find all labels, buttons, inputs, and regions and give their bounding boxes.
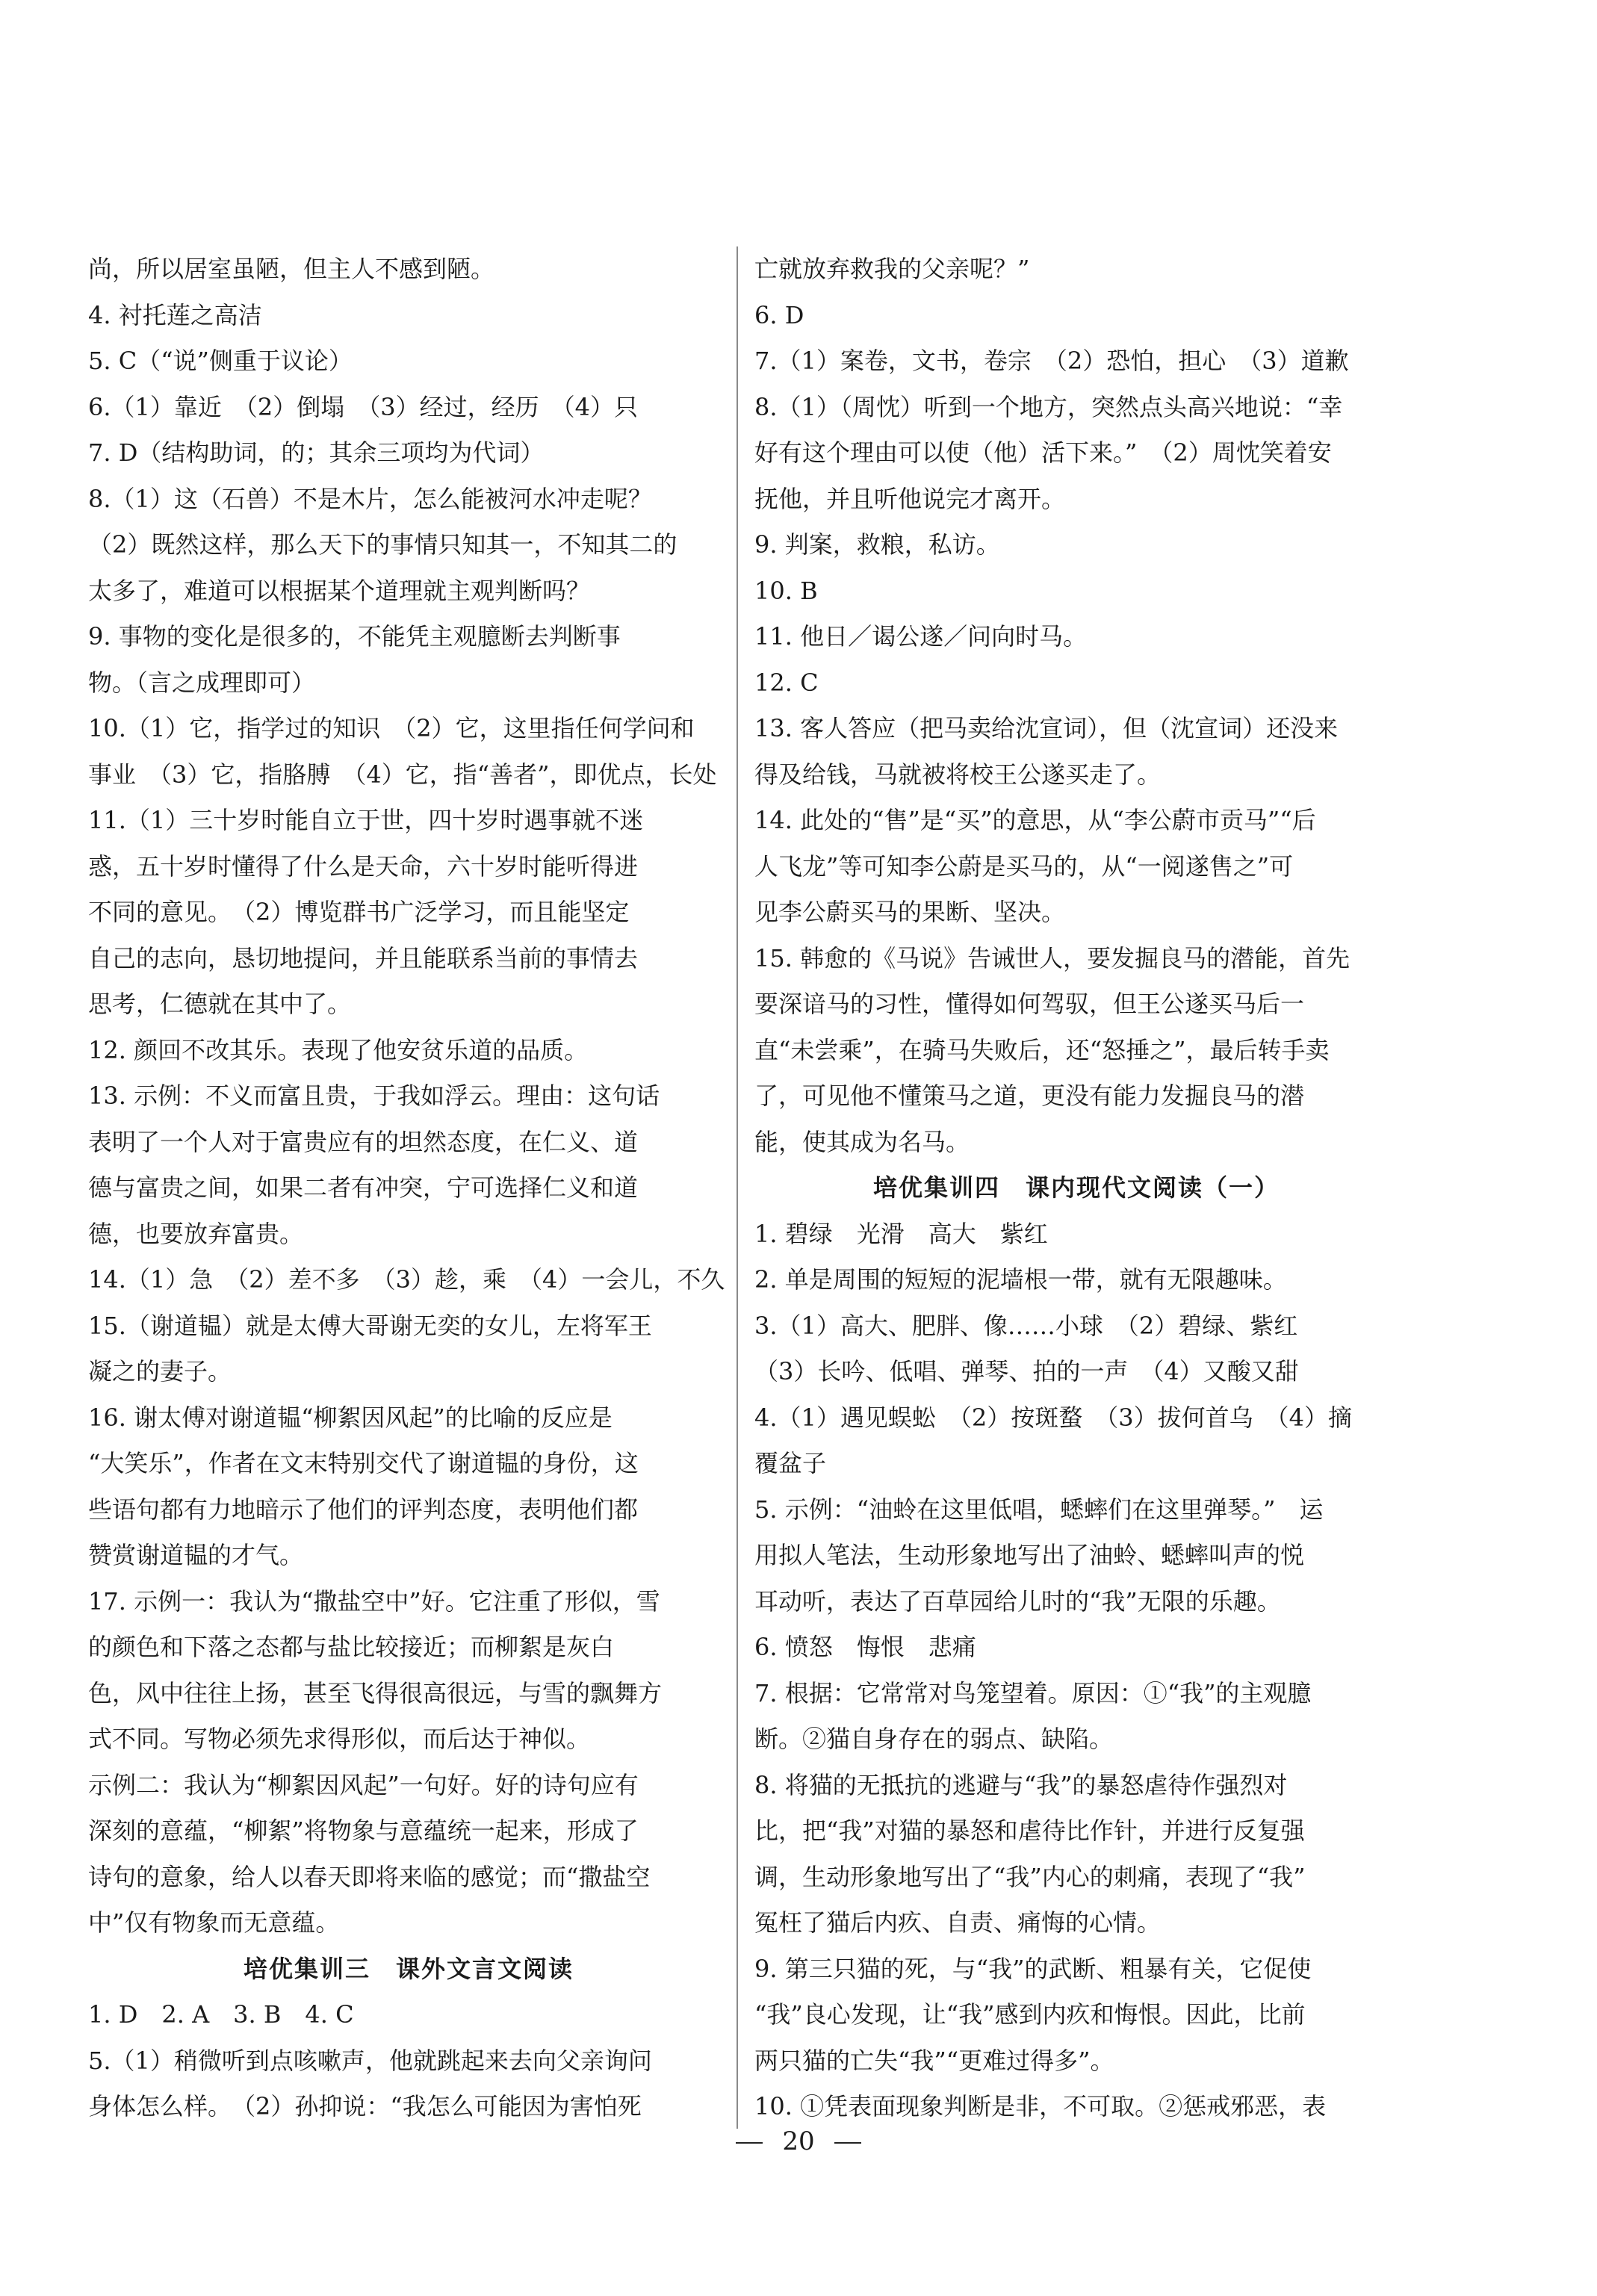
answer-line: 8. 将猫的无抵抗的逃避与“我”的暴怒虐待作强烈对 xyxy=(754,1770,1288,1799)
answer-line: 7. 根据：它常常对鸟笼望着。原因：①“我”的主观臆 xyxy=(754,1678,1312,1707)
answer-line: 断。②猫自身存在的弱点、缺陷。 xyxy=(754,1725,1114,1753)
answer-line: 亡就放弃救我的父亲呢？” xyxy=(754,255,1030,283)
answer-line: 凝之的妻子。 xyxy=(88,1357,232,1386)
answer-line: 15.（谢道韫）就是太傅大哥谢无奕的女儿，左将军王 xyxy=(88,1311,652,1340)
answer-line: 5. 示例：“油蛉在这里低唱，蟋蟀们在这里弹琴。” 运 xyxy=(754,1495,1324,1524)
answer-line: 10.（1）它，指学过的知识 （2）它，这里指任何学问和 xyxy=(88,714,695,742)
answer-line: 比，把“我”对猫的暴怒和虐待比作针，并进行反复强 xyxy=(754,1816,1305,1845)
answer-line: 1. 碧绿 光滑 高大 紫红 xyxy=(754,1219,1048,1248)
left-column xyxy=(88,246,729,2130)
answer-line: 7.（1）案卷，文书，卷宗 （2）恐怕，担心 （3）道歉 xyxy=(754,347,1349,375)
answer-line: 15. 韩愈的《马说》告诫世人，要发掘良马的潜能，首先 xyxy=(754,943,1351,972)
answer-line: 14. 此处的“售”是“买”的意思，从“李公蔚市贡马”“后 xyxy=(754,806,1316,834)
section-title: 培优集训三 课外文言文阅读 xyxy=(243,1954,574,1983)
answer-line: 13. 示例：不义而富且贵，于我如浮云。理由：这句话 xyxy=(88,1082,660,1110)
page-number-dash-right xyxy=(834,2142,861,2144)
answer-line: 4. 衬托莲之高洁 xyxy=(88,300,262,329)
answer-line: 表明了一个人对于富贵应有的坦然态度，在仁义、道 xyxy=(88,1127,639,1156)
answer-line: 些语句都有力地暗示了他们的评判态度，表明他们都 xyxy=(88,1495,639,1524)
answer-line: 见李公蔚买马的果断、坚决。 xyxy=(754,898,1066,926)
answer-line: 用拟人笔法，生动形象地写出了油蛉、蟋蟀叫声的悦 xyxy=(754,1541,1305,1569)
answer-line: 12. C xyxy=(754,668,819,697)
answer-line: 不同的意见。 （2）博览群书广泛学习，而且能坚定 xyxy=(88,898,630,926)
answer-line: “我”良心发现，让“我”感到内疚和悔恨。因此，比前 xyxy=(754,2000,1306,2029)
answer-line: 4.（1）遇见蜈蚣 （2）按斑蝥 （3）拔何首乌 （4）摘 xyxy=(754,1403,1352,1432)
answer-line: 惑，五十岁时懂得了什么是天命，六十岁时能听得进 xyxy=(88,851,639,881)
answer-line: 13. 客人答应（把马卖给沈宣词），但（沈宣词）还没来 xyxy=(754,714,1339,742)
answer-line: 17. 示例一：我认为“撒盐空中”好。它注重了形似，雪 xyxy=(88,1586,660,1616)
answer-line: 6. D xyxy=(754,300,804,329)
right-column xyxy=(754,246,1398,2130)
answer-line: 9. 判案，救粮，私访。 xyxy=(754,530,1000,559)
answer-line: 8.（1）（周忱）听到一个地方，突然点头高兴地说：“幸 xyxy=(754,392,1343,421)
answer-line: 调，生动形象地写出了“我”内心的刺痛，表现了“我” xyxy=(754,1862,1306,1891)
answer-line: 14.（1）急 （2）差不多 （3）趁，乘 （4）一会儿，不久 xyxy=(88,1265,725,1294)
answer-line: 尚，所以居室虽陋，但主人不感到陋。 xyxy=(88,255,495,283)
answer-line: 太多了，难道可以根据某个道理就主观判断吗？ xyxy=(88,576,591,605)
answer-line: 10. B xyxy=(754,576,818,605)
answer-line: 的颜色和下落之态都与盐比较接近；而柳絮是灰白 xyxy=(88,1633,615,1661)
answer-line: （2）既然这样，那么天下的事情只知其一，不知其二的 xyxy=(88,530,677,559)
answer-line: 式不同。写物必须先求得形似，而后达于神似。 xyxy=(88,1725,591,1753)
answer-line: 1. D 2. A 3. B 4. C xyxy=(88,2000,354,2029)
answer-line: 赞赏谢道韫的才气。 xyxy=(88,1541,304,1569)
answer-line: （3）长吟、低唱、弹琴、拍的一声 （4）又酸又甜 xyxy=(754,1357,1299,1386)
answer-line: 了，可见他不懂策马之道，更没有能力发掘良马的潜 xyxy=(754,1082,1305,1110)
answer-line: 德，也要放弃富贵。 xyxy=(88,1219,304,1248)
answer-line: 9. 第三只猫的死，与“我”的武断、粗暴有关，它促使 xyxy=(754,1954,1312,1983)
answer-line: 抚他，并且听他说完才离开。 xyxy=(754,484,1066,513)
answer-line: 中”仅有物象而无意蕴。 xyxy=(88,1908,340,1937)
answer-line: 9. 事物的变化是很多的，不能凭主观臆断去判断事 xyxy=(88,622,621,651)
answer-line: 物。（言之成理即可） xyxy=(88,668,316,697)
answer-line: 事业 （3）它，指胳膊 （4）它，指“善者”，即优点，长处 xyxy=(88,760,717,789)
answer-line: 色，风中往往上扬，甚至飞得很高很远，与雪的飘舞方 xyxy=(88,1678,663,1707)
answer-line: 好有这个理由可以使（他）活下来。” （2）周忱笑着安 xyxy=(754,438,1332,467)
answer-line: 思考，仁德就在其中了。 xyxy=(88,990,352,1018)
answer-line: “大笑乐”，作者在文末特别交代了谢道韫的身份，这 xyxy=(88,1449,639,1477)
answer-line: 示例二：我认为“柳絮因风起”一句好。好的诗句应有 xyxy=(88,1770,639,1799)
section-title: 培优集训四 课内现代文阅读（一） xyxy=(872,1173,1280,1202)
answer-line: 16. 谢太傅对谢道韫“柳絮因风起”的比喻的反应是 xyxy=(88,1403,613,1432)
answer-line: 能，使其成为名马。 xyxy=(754,1127,970,1156)
page-number xyxy=(0,2123,1597,2160)
page-number-dash-left xyxy=(736,2142,763,2144)
answer-line: 身体怎么样。 （2）孙抑说：“我怎么可能因为害怕死 xyxy=(88,2092,642,2120)
answer-line: 6. 愤怒 悔恨 悲痛 xyxy=(754,1633,976,1661)
answer-line: 12. 颜回不改其乐。表现了他安贫乐道的品质。 xyxy=(88,1035,589,1064)
answer-line: 2. 单是周围的短短的泥墙根一带，就有无限趣味。 xyxy=(754,1265,1287,1294)
answer-line: 德与富贵之间，如果二者有冲突，宁可选择仁义和道 xyxy=(88,1173,639,1202)
answer-line: 得及给钱，马就被将校王公遂买走了。 xyxy=(754,760,1162,789)
answer-line: 直“未尝乘”，在骑马失败后，还“怒捶之”，最后转手卖 xyxy=(754,1035,1330,1064)
answer-line: 深刻的意蕴，“柳絮”将物象与意蕴统一起来，形成了 xyxy=(88,1816,639,1845)
answer-line: 5. C（“说”侧重于议论） xyxy=(88,347,353,375)
column-divider xyxy=(737,246,738,2129)
answer-line: 10. ①凭表面现象判断是非，不可取。②惩戒邪恶，表 xyxy=(754,2092,1327,2120)
answer-line: 冤枉了猫后内疚、自责、痛悔的心情。 xyxy=(754,1908,1162,1937)
answer-line: 8.（1）这（石兽）不是木片，怎么能被河水冲走呢？ xyxy=(88,484,652,513)
answer-line: 两只猫的亡失“我”“更难过得多”。 xyxy=(754,2046,1114,2075)
answer-line: 要深谙马的习性，懂得如何驾驭，但王公遂买马后一 xyxy=(754,990,1305,1018)
answer-line: 覆盆子 xyxy=(754,1449,827,1477)
answer-line: 6.（1）靠近 （2）倒塌 （3）经过，经历 （4）只 xyxy=(88,392,638,421)
page-number-text: 20 xyxy=(782,2126,815,2156)
answer-line: 自己的志向，恳切地提问，并且能联系当前的事情去 xyxy=(88,943,639,972)
answer-line: 5.（1）稍微听到点咳嗽声，他就跳起来去向父亲询问 xyxy=(88,2046,652,2075)
answer-line: 11.（1）三十岁时能自立于世，四十岁时遇事就不迷 xyxy=(88,806,644,834)
answer-line: 诗句的意象，给人以春天即将来临的感觉；而“撒盐空 xyxy=(88,1862,651,1891)
answer-line: 3.（1）高大、肥胖、像……小球 （2）碧绿、紫红 xyxy=(754,1311,1298,1340)
answer-line: 人飞龙”等可知李公蔚是买马的，从“一阅遂售之”可 xyxy=(754,851,1294,881)
answer-line: 耳动听，表达了百草园给儿时的“我”无限的乐趣。 xyxy=(754,1586,1281,1616)
answer-line: 7. D（结构助词，的；其余三项均为代词） xyxy=(88,438,545,467)
answer-line: 11. 他日／谒公遂／问向时马。 xyxy=(754,622,1088,651)
